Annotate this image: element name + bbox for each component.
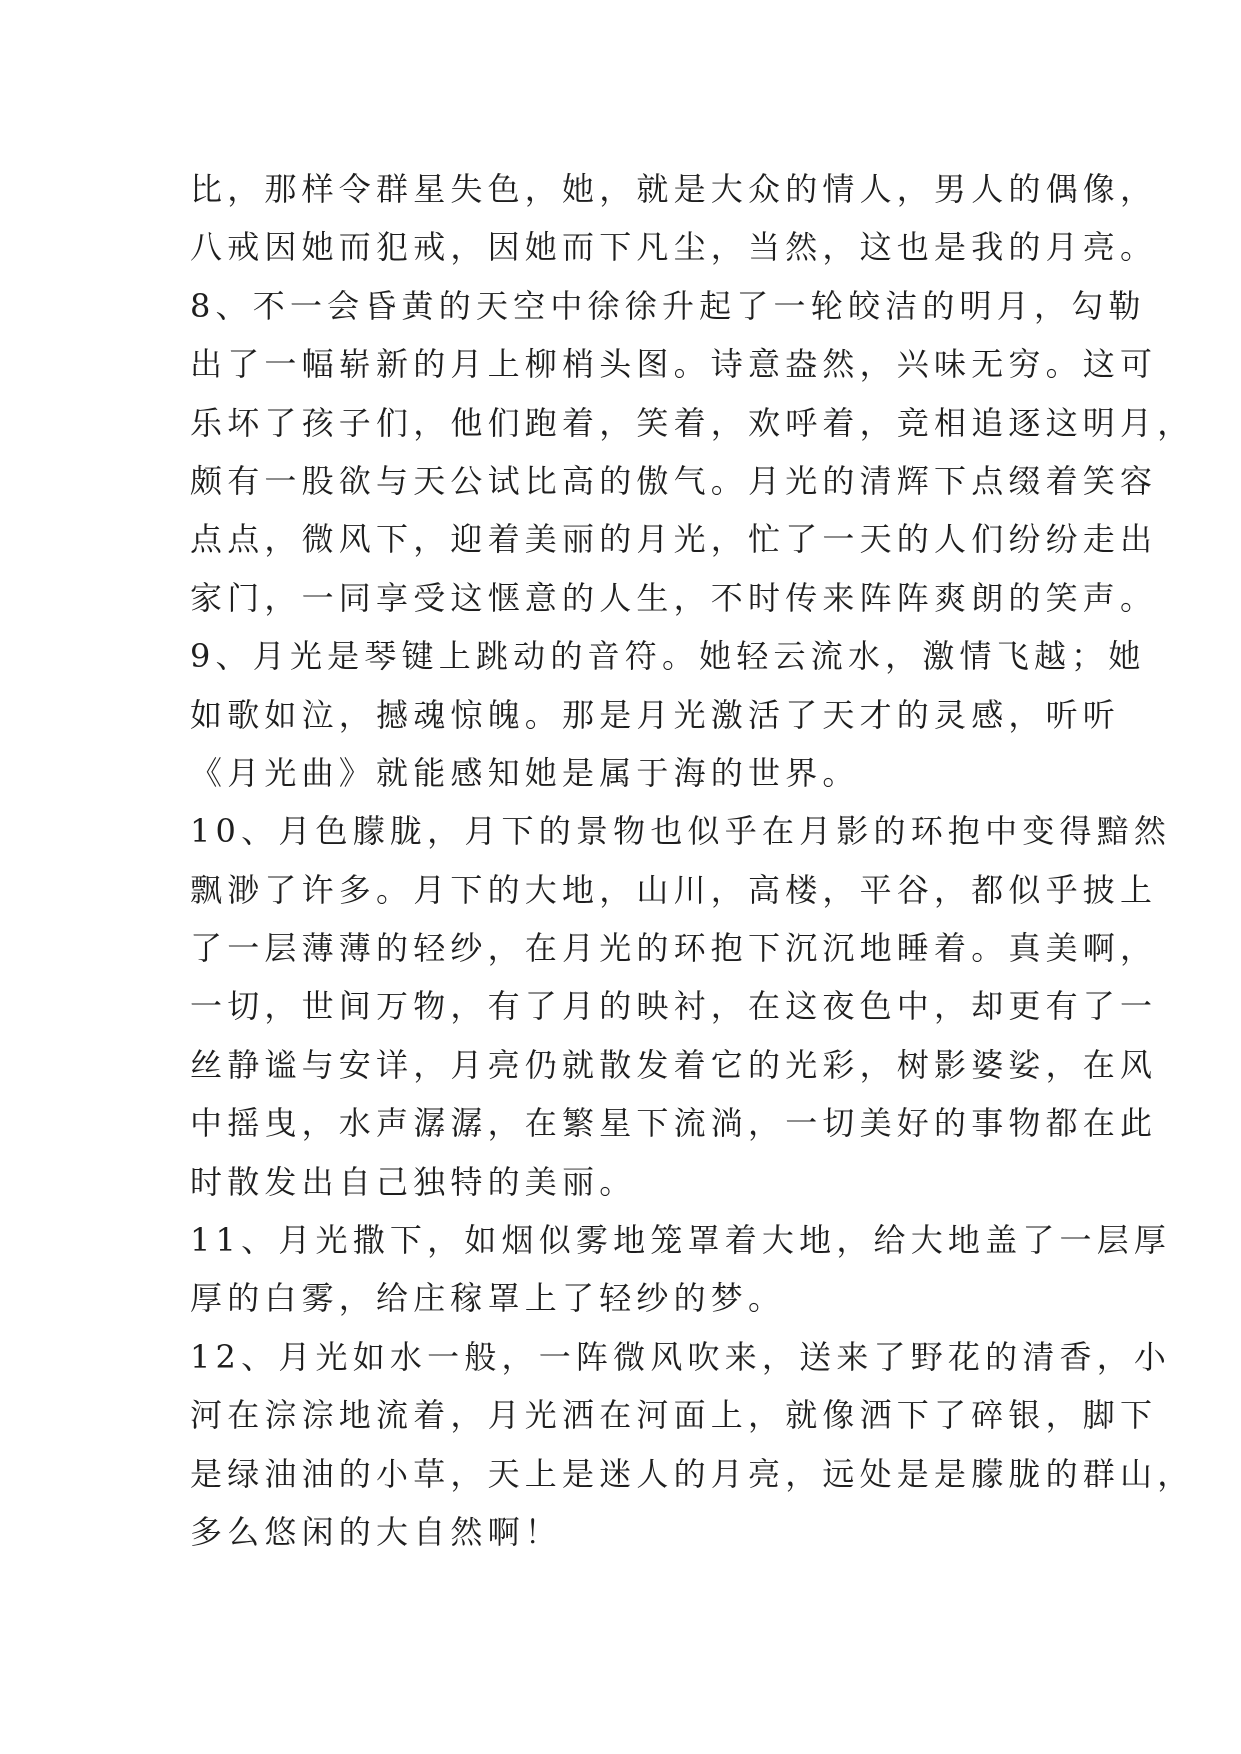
text-line: 10、月色朦胧，月下的景物也似乎在月影的环抱中变得黯然 xyxy=(190,812,1172,851)
text-line: 出了一幅崭新的月上柳梢头图。诗意盎然，兴味无穷。这可 xyxy=(190,345,1158,384)
text-line: 乐坏了孩子们，他们跑着，笑着，欢呼着，竞相追逐这明月， xyxy=(190,403,1195,442)
text-line: 多么悠闲的大自然啊！ xyxy=(190,1512,563,1551)
text-line: 11、月光撒下，如烟似雾地笼罩着大地，给大地盖了一层厚 xyxy=(190,1221,1172,1260)
text-line: 《月光曲》就能感知她是属于海的世界。 xyxy=(190,753,860,792)
text-line: 是绿油油的小草，天上是迷人的月亮，远处是是朦胧的群山， xyxy=(190,1454,1195,1493)
text-line: 比，那样令群星失色，她，就是大众的情人，男人的偶像， xyxy=(190,170,1158,208)
text-line: 飘渺了许多。月下的大地，山川，高楼，平谷，都似乎披上 xyxy=(190,870,1158,909)
text-line: 12、月光如水一般，一阵微风吹来，送来了野花的清香，小 xyxy=(190,1337,1172,1376)
text-line: 河在淙淙地流着，月光洒在河面上，就像洒下了碎银，脚下 xyxy=(190,1396,1158,1435)
text-line: 如歌如泣，撼魂惊魄。那是月光激活了天才的灵感，听听 xyxy=(190,695,1121,734)
text-line: 一切，世间万物，有了月的映衬，在这夜色中，却更有了一 xyxy=(190,987,1158,1026)
text-line: 丝静谧与安详，月亮仍就散发着它的光彩，树影婆娑，在风 xyxy=(190,1045,1158,1084)
text-line: 点点，微风下，迎着美丽的月光，忙了一天的人们纷纷走出 xyxy=(190,520,1158,559)
text-line: 时散发出自己独特的美丽。 xyxy=(190,1162,637,1201)
text-line: 8、不一会昏黄的天空中徐徐升起了一轮皎洁的明月，勾勒 xyxy=(190,286,1146,325)
text-line: 中摇曳，水声潺潺，在繁星下流淌，一切美好的事物都在此 xyxy=(190,1104,1158,1143)
text-line: 八戒因她而犯戒，因她而下凡尘，当然，这也是我的月亮。 xyxy=(190,228,1158,267)
text-line: 厚的白雾，给庄稼罩上了轻纱的梦。 xyxy=(190,1279,786,1318)
text-line: 颇有一股欲与天公试比高的傲气。月光的清辉下点缀着笑容 xyxy=(190,461,1158,500)
text-line: 家门，一同享受这惬意的人生，不时传来阵阵爽朗的笑声。 xyxy=(190,578,1158,617)
body-text xyxy=(190,160,1195,1561)
text-line: 了一层薄薄的轻纱，在月光的环抱下沉沉地睡着。真美啊， xyxy=(190,929,1158,968)
text-line: 9、月光是琴键上跳动的音符。她轻云流水，激情飞越；她 xyxy=(190,637,1146,676)
